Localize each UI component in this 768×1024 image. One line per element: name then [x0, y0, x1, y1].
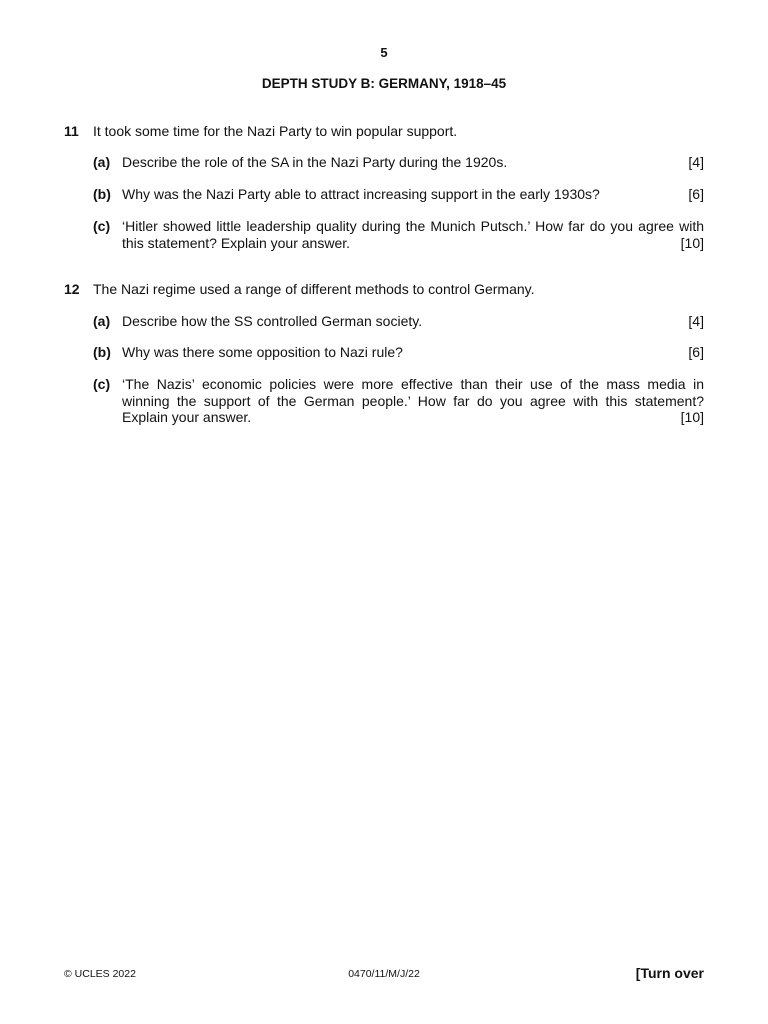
- part-text: ‘Hitler showed little leadership quality during the Munich Putsch.’ How far do you agree with this statement? Explain your answer.: [122, 218, 704, 251]
- marks-label: [10]: [680, 409, 704, 425]
- question-11-part-a: [93, 154, 704, 171]
- question-12-part-a: [93, 313, 704, 330]
- footer-paper-code: 0470/11/M/J/22: [348, 968, 420, 980]
- part-label: (b): [93, 344, 111, 360]
- part-text: Describe how the SS controlled German society.: [122, 313, 423, 329]
- question-11: [64, 123, 704, 140]
- part-text-container: [122, 218, 704, 251]
- question-12: [64, 281, 704, 298]
- footer-turn-over: [Turn over: [635, 965, 704, 981]
- section-heading: DEPTH STUDY B: GERMANY, 1918–45: [261, 76, 507, 91]
- question-11-part-b: [93, 186, 704, 203]
- part-text-container: [122, 186, 704, 203]
- part-label: (c): [93, 218, 111, 234]
- marks-label: [6]: [688, 344, 704, 360]
- part-text: Why was the Nazi Party able to attract increasing support in the early 1930s?: [122, 186, 600, 202]
- question-12-part-c: [93, 376, 704, 426]
- part-text-container: [122, 344, 704, 361]
- part-label: (a): [93, 313, 111, 329]
- footer-copyright: © UCLES 2022: [64, 968, 136, 980]
- question-stem: It took some time for the Nazi Party to win popular support.: [93, 123, 458, 139]
- part-text-container: [122, 154, 704, 171]
- part-label: (c): [93, 376, 111, 392]
- marks-label: [4]: [688, 154, 704, 170]
- question-number: 11: [64, 123, 79, 139]
- question-11-part-c: [93, 218, 704, 251]
- part-text-container: [122, 313, 704, 330]
- part-text-container: [122, 376, 704, 426]
- page-number: 5: [380, 45, 388, 60]
- part-label: (a): [93, 154, 111, 170]
- part-label: (b): [93, 186, 111, 202]
- question-12-part-b: [93, 344, 704, 361]
- question-stem: The Nazi regime used a range of different methods to control Germany.: [93, 281, 535, 297]
- part-text: Describe the role of the SA in the Nazi Party during the 1920s.: [122, 154, 508, 170]
- marks-label: [10]: [680, 234, 704, 251]
- question-number: 12: [64, 281, 80, 297]
- marks-label: [6]: [688, 186, 704, 202]
- part-text: ‘The Nazis’ economic policies were more effective than their use of the mass media in winning the support of the German people.’ How far do you agree with this statement? Explain your answer.: [122, 376, 704, 425]
- part-text: Why was there some opposition to Nazi rule?: [122, 344, 403, 360]
- marks-label: [4]: [688, 313, 704, 329]
